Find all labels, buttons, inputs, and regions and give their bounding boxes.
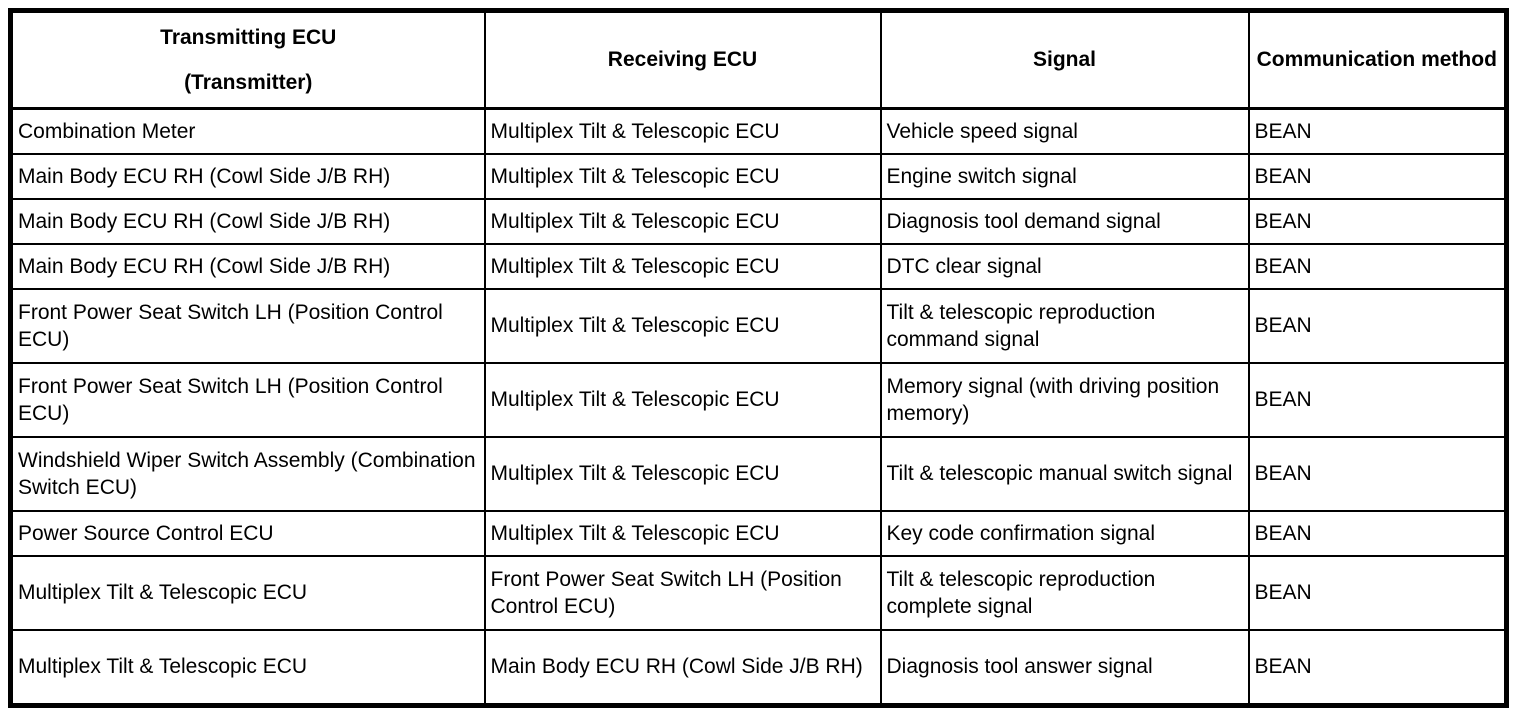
header-row — [11, 11, 1507, 109]
cell-receiver: Multiplex Tilt & Telescopic ECU — [485, 289, 881, 363]
table-body — [11, 109, 1507, 706]
cell-signal: Engine switch signal — [881, 154, 1249, 199]
cell-transmitter: Combination Meter — [11, 109, 485, 155]
table-row — [11, 511, 1507, 556]
cell-method: BEAN — [1249, 556, 1507, 630]
table-row — [11, 556, 1507, 630]
cell-signal: Vehicle speed signal — [881, 109, 1249, 155]
cell-signal: Tilt & telescopic reproduction complete signal — [881, 556, 1249, 630]
cell-signal: DTC clear signal — [881, 244, 1249, 289]
table-row — [11, 437, 1507, 511]
cell-method: BEAN — [1249, 244, 1507, 289]
cell-method: BEAN — [1249, 363, 1507, 437]
cell-transmitter: Main Body ECU RH (Cowl Side J/B RH) — [11, 244, 485, 289]
table-row — [11, 289, 1507, 363]
table-row — [11, 109, 1507, 155]
header-signal: Signal — [881, 11, 1249, 109]
cell-method: BEAN — [1249, 199, 1507, 244]
cell-signal: Tilt & telescopic manual switch signal — [881, 437, 1249, 511]
table-row — [11, 244, 1507, 289]
cell-signal: Memory signal (with driving position memory) — [881, 363, 1249, 437]
cell-receiver: Multiplex Tilt & Telescopic ECU — [485, 199, 881, 244]
cell-transmitter: Multiplex Tilt & Telescopic ECU — [11, 556, 485, 630]
cell-receiver: Front Power Seat Switch LH (Position Control ECU) — [485, 556, 881, 630]
cell-transmitter: Front Power Seat Switch LH (Position Control ECU) — [11, 363, 485, 437]
header-transmitting-ecu-line2: (Transmitter) — [184, 70, 313, 94]
header-transmitting-ecu — [11, 11, 485, 109]
cell-receiver: Main Body ECU RH (Cowl Side J/B RH) — [485, 630, 881, 706]
table-row — [11, 363, 1507, 437]
table-row — [11, 154, 1507, 199]
cell-receiver: Multiplex Tilt & Telescopic ECU — [485, 511, 881, 556]
cell-method: BEAN — [1249, 511, 1507, 556]
ecu-communication-table — [8, 8, 1509, 708]
cell-receiver: Multiplex Tilt & Telescopic ECU — [485, 244, 881, 289]
cell-receiver: Multiplex Tilt & Telescopic ECU — [485, 437, 881, 511]
cell-receiver: Multiplex Tilt & Telescopic ECU — [485, 363, 881, 437]
table-row — [11, 199, 1507, 244]
cell-transmitter: Multiplex Tilt & Telescopic ECU — [11, 630, 485, 706]
header-communication-method: Communication method — [1249, 11, 1507, 109]
header-transmitting-ecu-line1: Transmitting ECU — [160, 25, 337, 49]
cell-signal: Tilt & telescopic reproduction command signal — [881, 289, 1249, 363]
cell-method: BEAN — [1249, 289, 1507, 363]
table-row — [11, 630, 1507, 706]
cell-method: BEAN — [1249, 109, 1507, 155]
cell-signal: Diagnosis tool demand signal — [881, 199, 1249, 244]
header-receiving-ecu: Receiving ECU — [485, 11, 881, 109]
cell-receiver: Multiplex Tilt & Telescopic ECU — [485, 154, 881, 199]
cell-transmitter: Front Power Seat Switch LH (Position Control ECU) — [11, 289, 485, 363]
cell-transmitter: Main Body ECU RH (Cowl Side J/B RH) — [11, 154, 485, 199]
cell-signal: Key code confirmation signal — [881, 511, 1249, 556]
cell-transmitter: Windshield Wiper Switch Assembly (Combination Switch ECU) — [11, 437, 485, 511]
cell-transmitter: Main Body ECU RH (Cowl Side J/B RH) — [11, 199, 485, 244]
cell-method: BEAN — [1249, 437, 1507, 511]
cell-signal: Diagnosis tool answer signal — [881, 630, 1249, 706]
cell-method: BEAN — [1249, 154, 1507, 199]
cell-method: BEAN — [1249, 630, 1507, 706]
table-header — [11, 11, 1507, 109]
cell-transmitter: Power Source Control ECU — [11, 511, 485, 556]
cell-receiver: Multiplex Tilt & Telescopic ECU — [485, 109, 881, 155]
